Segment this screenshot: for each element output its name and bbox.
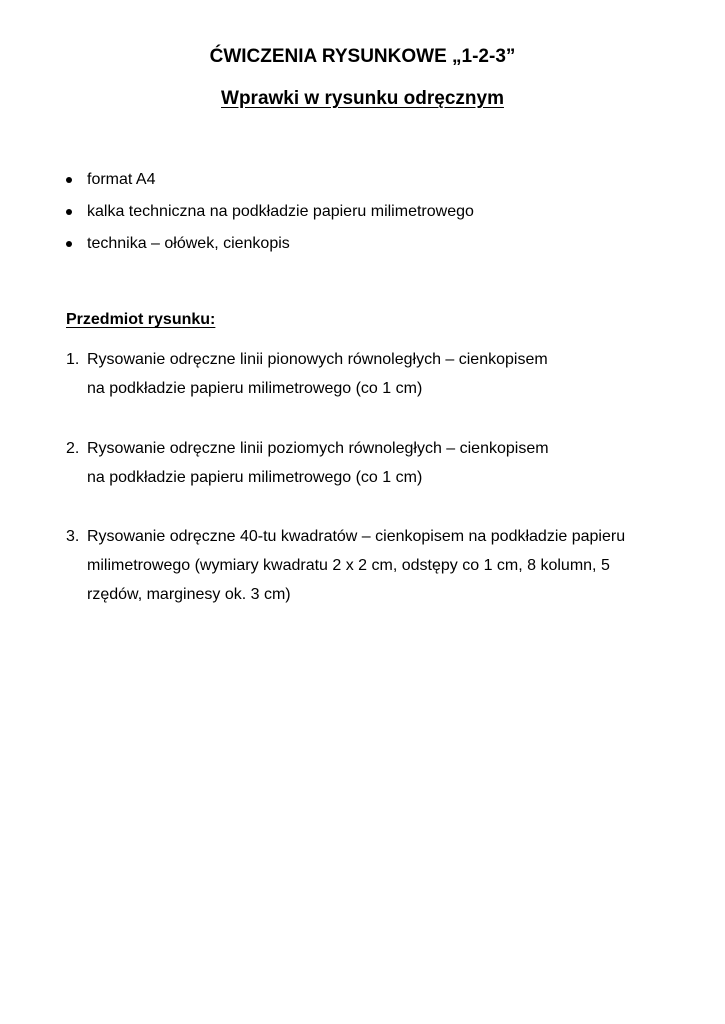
bullet-icon [66,209,72,215]
task-item-3 [66,522,676,609]
task-line: na podkładzie papieru milimetrowego (co 1 cm) [87,380,423,397]
task-number: 1. [66,351,80,368]
section-heading: Przedmiot rysunku: [66,311,216,328]
list-item [66,196,474,228]
task-item-2 [66,434,676,492]
task-line: Rysowanie odręczne 40-tu kwadratów – cienkopisem na podkładzie papieru [87,528,626,545]
task-line: na podkładzie papieru milimetrowego (co 1 cm) [87,469,423,486]
list-item [66,164,474,196]
list-item [66,228,474,260]
page-subtitle: Wprawki w rysunku odręcznym [221,88,504,109]
list-item-text: format A4 [87,171,156,188]
requirements-list [66,164,474,260]
bullet-icon [66,177,72,183]
bullet-icon [66,241,72,247]
task-number: 3. [66,528,80,545]
list-item-text: kalka techniczna na podkładzie papieru milimetrowego [87,203,474,220]
task-number: 2. [66,440,80,457]
task-line: Rysowanie odręczne linii poziomych równoległych – cienkopisem [87,440,549,457]
page-title: ĆWICZENIA RYSUNKOWE „1-2-3” [209,46,516,67]
task-line: milimetrowego (wymiary kwadratu 2 x 2 cm, odstępy co 1 cm, 8 kolumn, 5 [87,557,610,574]
task-line: rzędów, marginesy ok. 3 cm) [87,586,291,603]
list-item-text: technika – ołówek, cienkopis [87,235,290,252]
task-line: Rysowanie odręczne linii pionowych równoległych – cienkopisem [87,351,548,368]
task-item-1 [66,345,676,403]
